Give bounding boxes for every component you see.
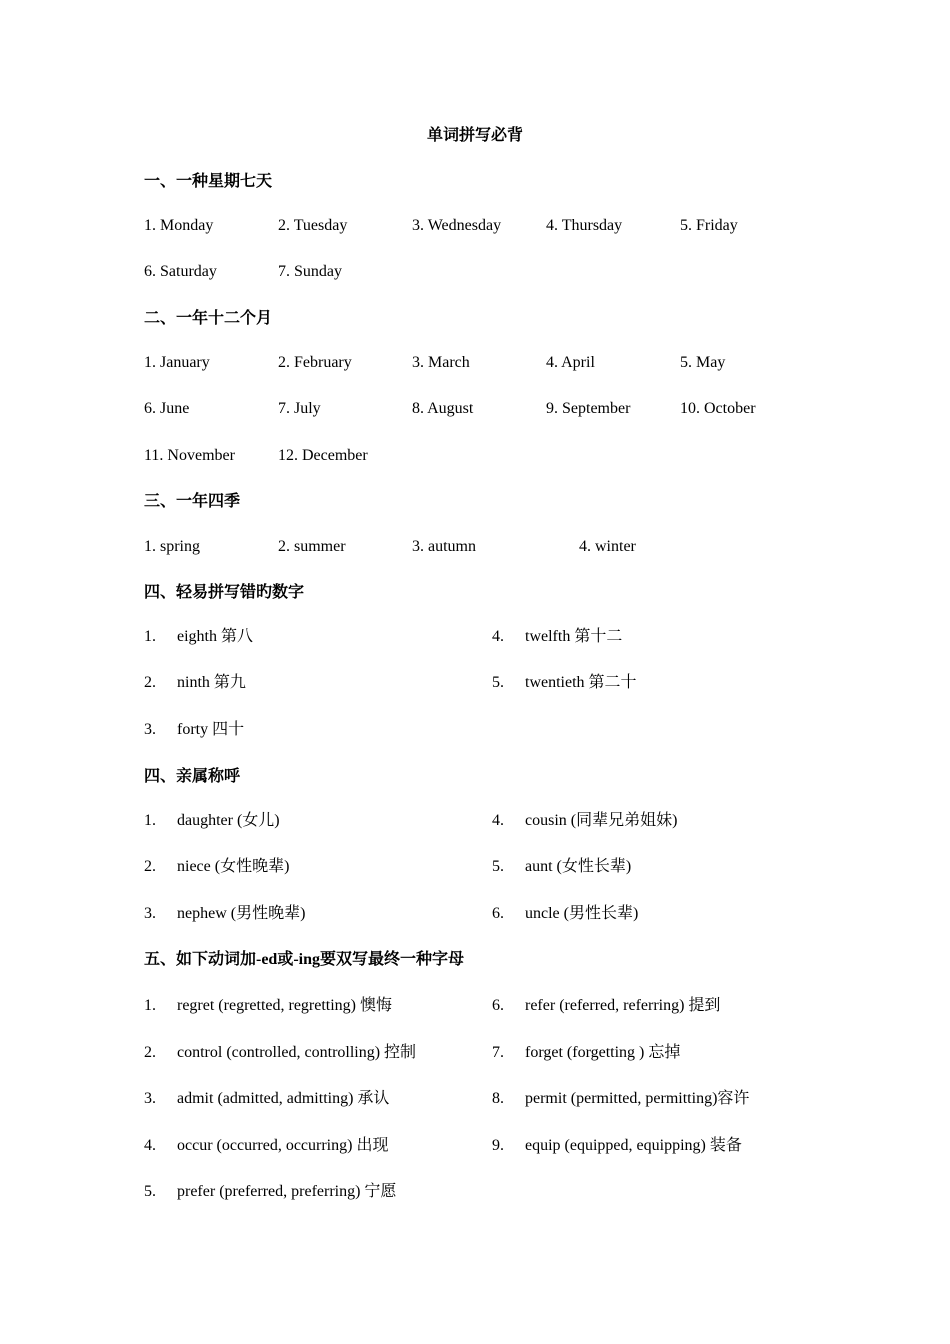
verb-entry: refer (referred, referring) 提到	[525, 997, 721, 1014]
section-heading-months: 二、一年十二个月	[144, 310, 273, 327]
relative-word: daughter (女儿)	[177, 812, 280, 829]
verb-entry: forget (forgetting ) 忘掉	[525, 1044, 681, 1061]
item-number: 6.	[492, 905, 504, 922]
number-word: forty 四十	[177, 721, 245, 738]
month-item: 6. June	[144, 400, 190, 417]
item-number: 5.	[144, 1183, 156, 1200]
weekday-item: 3. Wednesday	[412, 217, 502, 234]
season-item: 3. autumn	[412, 538, 476, 555]
relative-word: cousin (同辈兄弟姐妹)	[525, 812, 678, 829]
item-number: 3.	[144, 721, 156, 738]
season-item: 1. spring	[144, 538, 200, 555]
month-item: 11. November	[144, 447, 235, 464]
item-number: 5.	[492, 674, 504, 691]
relative-word: aunt (女性长辈)	[525, 858, 632, 875]
item-number: 2.	[144, 674, 156, 691]
item-number: 1.	[144, 628, 156, 645]
page-title: 单词拼写必背	[426, 127, 523, 144]
item-number: 5.	[492, 858, 504, 875]
relative-word: uncle (男性长辈)	[525, 905, 639, 922]
section-heading-weekdays: 一、一种星期七天	[144, 173, 273, 190]
number-word: ninth 第九	[177, 674, 246, 691]
season-item: 2. summer	[278, 538, 346, 555]
month-item: 7. July	[278, 400, 321, 417]
month-item: 12. December	[278, 447, 368, 464]
verb-entry: regret (regretted, regretting) 懊悔	[177, 997, 393, 1014]
month-item: 9. September	[546, 400, 631, 417]
verb-entry: admit (admitted, admitting) 承认	[177, 1090, 390, 1107]
item-number: 4.	[492, 812, 504, 829]
number-word: twentieth 第二十	[525, 674, 637, 691]
verb-entry: prefer (preferred, preferring) 宁愿	[177, 1183, 397, 1200]
item-number: 2.	[144, 858, 156, 875]
verb-entry: control (controlled, controlling) 控制	[177, 1044, 417, 1061]
item-number: 8.	[492, 1090, 504, 1107]
weekday-item: 5. Friday	[680, 217, 738, 234]
month-item: 5. May	[680, 354, 726, 371]
month-item: 1. January	[144, 354, 210, 371]
weekday-item: 2. Tuesday	[278, 217, 348, 234]
month-item: 8. August	[412, 400, 474, 417]
verb-entry: permit (permitted, permitting)容许	[525, 1090, 750, 1107]
month-item: 4. April	[546, 354, 595, 371]
relative-word: nephew (男性晚辈)	[177, 905, 306, 922]
verb-entry: occur (occurred, occurring) 出现	[177, 1137, 389, 1154]
item-number: 4.	[492, 628, 504, 645]
weekday-item: 1. Monday	[144, 217, 214, 234]
number-word: eighth 第八	[177, 628, 253, 645]
item-number: 9.	[492, 1137, 504, 1154]
item-number: 3.	[144, 1090, 156, 1107]
verb-entry: equip (equipped, equipping) 装备	[525, 1137, 742, 1154]
month-item: 10. October	[680, 400, 756, 417]
item-number: 1.	[144, 812, 156, 829]
number-word: twelfth 第十二	[525, 628, 623, 645]
weekday-item: 7. Sunday	[278, 263, 342, 280]
section-heading-numbers: 四、轻易拼写错旳数字	[144, 584, 305, 601]
item-number: 1.	[144, 997, 156, 1014]
item-number: 6.	[492, 997, 504, 1014]
section-heading-relatives: 四、亲属称呼	[144, 768, 241, 785]
item-number: 4.	[144, 1137, 156, 1154]
relative-word: niece (女性晚辈)	[177, 858, 290, 875]
item-number: 2.	[144, 1044, 156, 1061]
month-item: 3. March	[412, 354, 470, 371]
section-heading-verbs: 五、如下动词加-ed或-ing要双写最终一种字母	[144, 951, 465, 968]
month-item: 2. February	[278, 354, 352, 371]
season-item: 4. winter	[579, 538, 636, 555]
weekday-item: 6. Saturday	[144, 263, 217, 280]
weekday-item: 4. Thursday	[546, 217, 623, 234]
section-heading-seasons: 三、一年四季	[144, 493, 241, 510]
item-number: 3.	[144, 905, 156, 922]
item-number: 7.	[492, 1044, 504, 1061]
